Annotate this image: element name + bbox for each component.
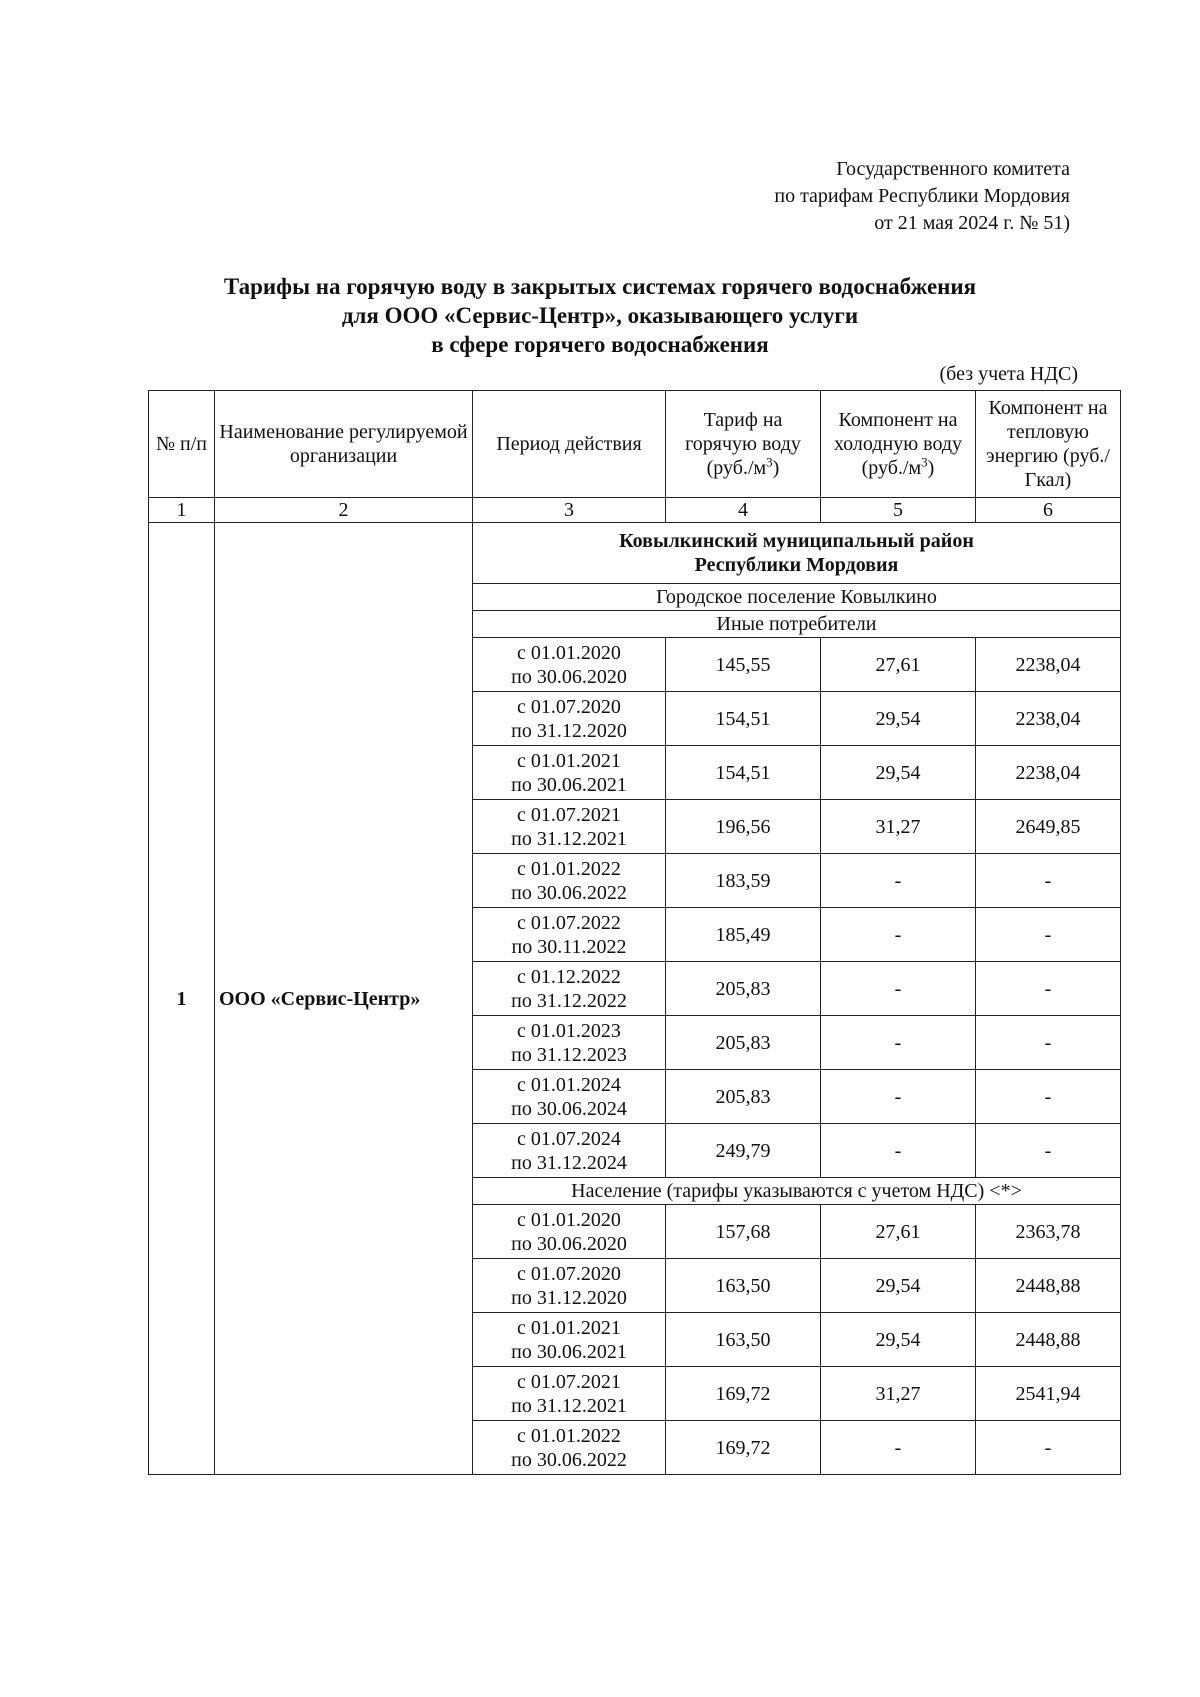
region-line-1: Ковылкинский муниципальный район xyxy=(619,530,974,552)
heat-component-cell: - xyxy=(976,854,1121,908)
heat-component-cell: 2363,78 xyxy=(976,1205,1121,1259)
header-num: № п/п xyxy=(149,391,215,498)
period-from: с 01.01.2024 xyxy=(517,1073,621,1096)
period-to: по 31.12.2021 xyxy=(511,827,627,850)
heat-component-cell: - xyxy=(976,1016,1121,1070)
cold-component-cell: 29,54 xyxy=(821,692,976,746)
region-row xyxy=(149,523,1121,584)
heat-component-cell: 2649,85 xyxy=(976,800,1121,854)
period-to: по 31.12.2021 xyxy=(511,1394,627,1417)
heat-component-cell: 2448,88 xyxy=(976,1313,1121,1367)
column-number-row xyxy=(149,498,1121,523)
title-line-2: для ООО «Сервис-Центр», оказывающего услуги xyxy=(341,303,859,328)
cold-component-cell: 29,54 xyxy=(821,746,976,800)
period-to: по 30.06.2022 xyxy=(511,1448,627,1471)
header-tariff-text: Тариф на горячую воду (руб./м xyxy=(685,409,801,479)
period-from: с 01.01.2021 xyxy=(517,749,621,772)
period-from: с 01.01.2023 xyxy=(517,1019,621,1042)
period-from: с 01.01.2021 xyxy=(517,1316,621,1339)
period-cell xyxy=(473,1070,666,1124)
title-line-1: Тарифы на горячую воду в закрытых системах горячего водоснабжения xyxy=(223,274,977,299)
period-to: по 31.12.2022 xyxy=(511,989,627,1012)
settlement-name: Городское поселение Ковылкино xyxy=(473,584,1121,611)
header-row xyxy=(149,391,1121,498)
period-cell xyxy=(473,638,666,692)
tariff-cell: 185,49 xyxy=(666,908,821,962)
header-cold xyxy=(821,391,976,498)
heat-component-cell: - xyxy=(976,908,1121,962)
period-from: с 01.07.2021 xyxy=(517,803,621,826)
period-to: по 30.06.2021 xyxy=(511,773,627,796)
header-tariff-sup: 3 xyxy=(766,454,773,470)
group-other-label: Иные потребители xyxy=(473,611,1121,638)
period-to: по 31.12.2020 xyxy=(511,1286,627,1309)
period-from: с 01.07.2024 xyxy=(517,1127,621,1150)
title-line-3: в сфере горячего водоснабжения xyxy=(431,332,769,357)
period-from: с 01.07.2020 xyxy=(517,695,621,718)
period-cell xyxy=(473,908,666,962)
tariff-cell: 205,83 xyxy=(666,962,821,1016)
tariff-cell: 154,51 xyxy=(666,746,821,800)
period-from: с 01.07.2022 xyxy=(517,911,621,934)
col-number: 4 xyxy=(666,498,821,523)
period-to: по 31.12.2024 xyxy=(511,1151,627,1174)
period-cell xyxy=(473,962,666,1016)
period-from: с 01.07.2021 xyxy=(517,1370,621,1393)
period-cell xyxy=(473,1313,666,1367)
tariff-cell: 249,79 xyxy=(666,1124,821,1178)
header-tariff-close: ) xyxy=(772,457,780,479)
heat-component-cell: - xyxy=(976,1124,1121,1178)
cold-component-cell: - xyxy=(821,1421,976,1475)
period-cell xyxy=(473,1124,666,1178)
period-from: с 01.01.2020 xyxy=(517,1208,621,1231)
col-number: 3 xyxy=(473,498,666,523)
cold-component-cell: 29,54 xyxy=(821,1313,976,1367)
tariff-cell: 154,51 xyxy=(666,692,821,746)
heat-component-cell: - xyxy=(976,1421,1121,1475)
row-number: 1 xyxy=(149,523,215,1475)
header-cold-text: Компонент на холодную воду (руб./м xyxy=(833,409,963,479)
tariff-cell: 205,83 xyxy=(666,1070,821,1124)
period-from: с 01.01.2020 xyxy=(517,641,621,664)
header-line-2: по тарифам Республики Мордовия xyxy=(774,185,1070,207)
cold-component-cell: 31,27 xyxy=(821,800,976,854)
group-population-label: Население (тарифы указываются с учетом НДС) <*> xyxy=(473,1178,1121,1205)
tariff-cell: 169,72 xyxy=(666,1421,821,1475)
period-cell xyxy=(473,854,666,908)
heat-component-cell: 2448,88 xyxy=(976,1259,1121,1313)
period-to: по 30.06.2024 xyxy=(511,1097,627,1120)
period-from: с 01.01.2022 xyxy=(517,857,621,880)
cold-component-cell: - xyxy=(821,908,976,962)
cold-component-cell: - xyxy=(821,1016,976,1070)
tariff-cell: 157,68 xyxy=(666,1205,821,1259)
period-from: с 01.07.2020 xyxy=(517,1262,621,1285)
header-tariff xyxy=(666,391,821,498)
period-cell xyxy=(473,1205,666,1259)
cold-component-cell: 31,27 xyxy=(821,1367,976,1421)
period-cell xyxy=(473,800,666,854)
cold-component-cell: 29,54 xyxy=(821,1259,976,1313)
region-name xyxy=(473,523,1121,584)
heat-component-cell: 2238,04 xyxy=(976,746,1121,800)
document-title xyxy=(0,272,1200,359)
period-to: по 30.06.2020 xyxy=(511,1232,627,1255)
document-header xyxy=(774,156,1070,237)
tariff-cell: 169,72 xyxy=(666,1367,821,1421)
period-from: с 01.01.2022 xyxy=(517,1424,621,1447)
heat-component-cell: - xyxy=(976,1070,1121,1124)
period-to: по 30.06.2022 xyxy=(511,881,627,904)
header-line-1: Государственного комитета xyxy=(836,158,1070,180)
tariff-table xyxy=(148,390,1121,1475)
cold-component-cell: 27,61 xyxy=(821,638,976,692)
period-to: по 30.06.2021 xyxy=(511,1340,627,1363)
period-from: с 01.12.2022 xyxy=(517,965,621,988)
period-to: по 30.06.2020 xyxy=(511,665,627,688)
region-line-2: Республики Мордовия xyxy=(694,554,899,576)
period-to: по 30.11.2022 xyxy=(511,935,627,958)
period-cell xyxy=(473,1259,666,1313)
cold-component-cell: - xyxy=(821,854,976,908)
header-cold-close: ) xyxy=(927,457,935,479)
col-number: 5 xyxy=(821,498,976,523)
cold-component-cell: 27,61 xyxy=(821,1205,976,1259)
cold-component-cell: - xyxy=(821,1070,976,1124)
period-to: по 31.12.2020 xyxy=(511,719,627,742)
col-number: 1 xyxy=(149,498,215,523)
tariff-cell: 145,55 xyxy=(666,638,821,692)
period-cell xyxy=(473,746,666,800)
tariff-cell: 163,50 xyxy=(666,1313,821,1367)
header-org: Наименование регулируемой организации xyxy=(215,391,473,498)
col-number: 2 xyxy=(215,498,473,523)
period-cell xyxy=(473,692,666,746)
col-number: 6 xyxy=(976,498,1121,523)
org-name: ООО «Сервис-Центр» xyxy=(215,523,473,1475)
heat-component-cell: 2238,04 xyxy=(976,638,1121,692)
heat-component-cell: 2238,04 xyxy=(976,692,1121,746)
heat-component-cell: 2541,94 xyxy=(976,1367,1121,1421)
tariff-cell: 205,83 xyxy=(666,1016,821,1070)
period-cell xyxy=(473,1421,666,1475)
vat-note: (без учета НДС) xyxy=(939,363,1078,385)
header-period: Период действия xyxy=(473,391,666,498)
cold-component-cell: - xyxy=(821,962,976,1016)
cold-component-cell: - xyxy=(821,1124,976,1178)
header-line-3: от 21 мая 2024 г. № 51) xyxy=(874,212,1070,234)
heat-component-cell: - xyxy=(976,962,1121,1016)
header-cold-sup: 3 xyxy=(921,454,928,470)
tariff-cell: 183,59 xyxy=(666,854,821,908)
period-to: по 31.12.2023 xyxy=(511,1043,627,1066)
period-cell xyxy=(473,1016,666,1070)
header-heat: Компонент на тепловую энергию (руб./Гкал) xyxy=(976,391,1121,498)
period-cell xyxy=(473,1367,666,1421)
tariff-cell: 163,50 xyxy=(666,1259,821,1313)
tariff-cell: 196,56 xyxy=(666,800,821,854)
